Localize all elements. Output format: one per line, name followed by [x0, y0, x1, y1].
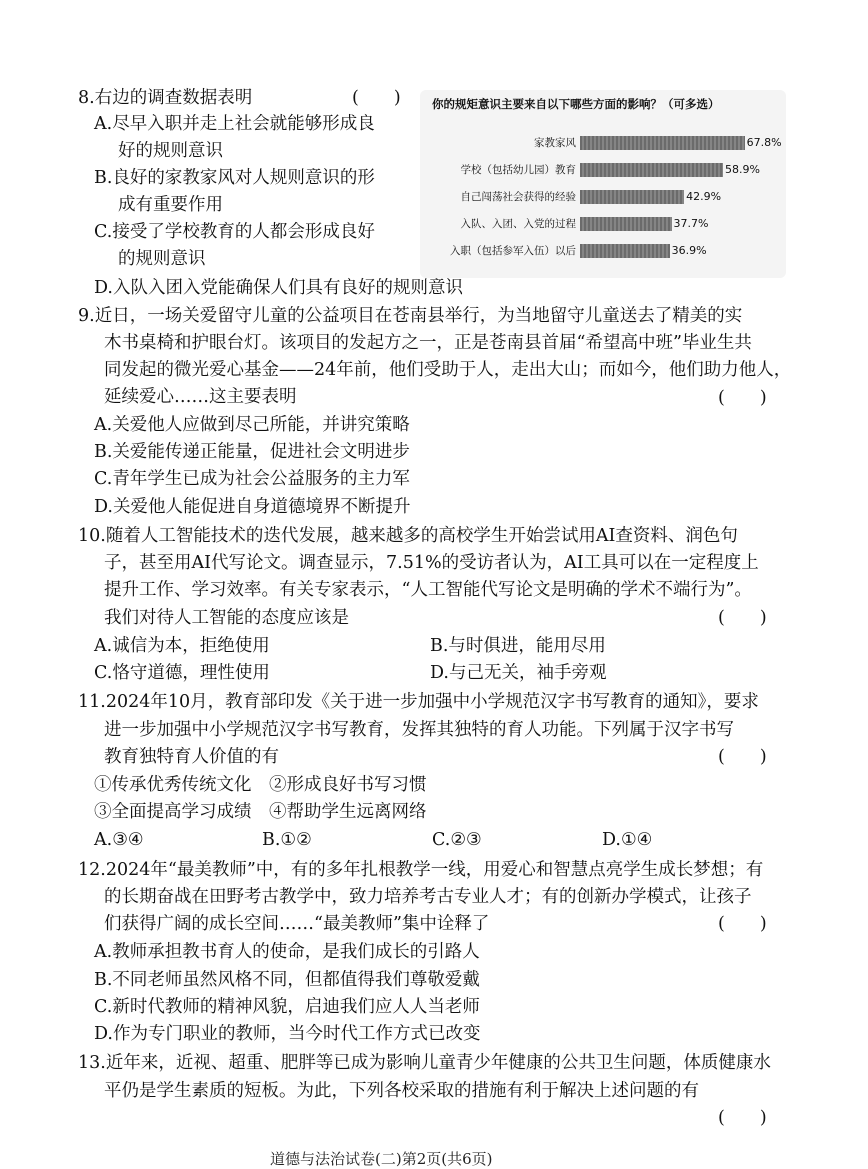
q11-line-1: 11.2024年10月，教育部印发《关于进一步加强中小学规范汉字书写教育的通知》，要求	[78, 692, 759, 712]
chart-value-label: 42.9%	[686, 190, 722, 203]
q10-bracket: ( )	[718, 608, 767, 628]
q8-option-b: B.良好的家教家风对人规则意识的形	[94, 168, 375, 188]
chart-category-label: 家教家风	[534, 137, 576, 149]
q8-option-c-cont: 的规则意识	[118, 249, 206, 269]
q9-option-a: A.关爱他人应做到尽己所能，并讲究策略	[94, 415, 410, 435]
q9-line-2: 木书桌椅和护眼台灯。该项目的发起方之一，正是苍南县首届“希望高中班”毕业生共	[104, 333, 752, 353]
q11-bracket: ( )	[718, 747, 767, 767]
q10-line-4: 我们对待人工智能的态度应该是	[104, 608, 349, 628]
q8-option-c: C.接受了学校教育的人都会形成良好	[94, 222, 375, 242]
q13-line-2: 平仍是学生素质的短板。为此，下列各校采取的措施有利于解决上述问题的有	[104, 1081, 699, 1101]
q11-option-b: B.①②	[262, 830, 312, 850]
q12-line-2: 的长期奋战在田野考古教学中，致力培养考古专业人才；有的创新办学模式，让孩子	[104, 887, 752, 907]
q8-stem: 8.右边的调查数据表明	[78, 88, 253, 108]
survey-bar-chart	[420, 90, 786, 278]
chart-value-label: 67.8%	[746, 136, 782, 149]
q12-option-b: B.不同老师虽然风格不同，但都值得我们尊敬爱戴	[94, 970, 480, 990]
chart-bar	[580, 217, 672, 231]
q9-line-4: 延续爱心……这主要表明	[104, 387, 297, 407]
q10-option-c: C.恪守道德，理性使用	[94, 663, 270, 683]
chart-category-label: 入队、入团、入党的过程	[460, 218, 576, 230]
chart-category-label: 学校（包括幼儿园）教育	[460, 164, 576, 176]
q10-line-1: 10.随着人工智能技术的迭代发展，越来越多的高校学生开始尝试用AI查资料、润色句	[78, 526, 738, 546]
chart-title: 你的规矩意识主要来自以下哪些方面的影响？（可多选）	[432, 97, 720, 111]
chart-value-label: 36.9%	[671, 244, 707, 257]
chart-bar	[580, 244, 670, 258]
q9-bracket: ( )	[718, 388, 767, 408]
q10-option-b: B.与时俱进，能用尽用	[430, 636, 606, 656]
chart-category-label: 入职（包括参军入伍）以后	[450, 245, 576, 257]
q8-option-b-cont: 成有重要作用	[118, 195, 223, 215]
q11-option-d: D.①④	[602, 830, 653, 850]
chart-bar	[580, 136, 745, 150]
q8-option-d: D.入队入团入党能确保人们具有良好的规则意识	[94, 278, 463, 298]
q11-line-3: 教育独特育人价值的有	[104, 747, 279, 767]
q10-line-2: 子，甚至用AI代写论文。调查显示，7.51%的受访者认为，AI工具可以在一定程度上	[104, 553, 759, 573]
q11-option-a: A.③④	[94, 830, 144, 850]
page-footer: 道德与法治试卷(二)第2页(共6页)	[270, 1150, 493, 1168]
q12-line-3: 们获得广阔的成长空间……“最美教师”集中诠释了	[104, 914, 490, 934]
chart-value-label: 58.9%	[725, 163, 760, 176]
q10-option-a: A.诚信为本，拒绝使用	[94, 636, 270, 656]
q8-bracket: ( )	[352, 88, 401, 108]
chart-bar	[580, 190, 684, 204]
q11-line-2: 进一步加强中小学规范汉字书写教育，发挥其独特的育人功能。下列属于汉字书写	[104, 720, 734, 740]
q12-option-c: C.新时代教师的精神风貌，启迪我们应人人当老师	[94, 997, 480, 1017]
q9-option-c: C.青年学生已成为社会公益服务的主力军	[94, 469, 410, 489]
q11-statements-2: ③全面提高学习成绩 ④帮助学生远离网络	[94, 802, 427, 822]
q12-line-1: 12.2024年“最美教师”中，有的多年扎根教学一线，用爱心和智慧点亮学生成长梦想；有	[78, 860, 764, 880]
q12-option-d: D.作为专门职业的教师，当今时代工作方式已改变	[94, 1024, 481, 1044]
q13-line-1: 13.近年来，近视、超重、肥胖等已成为影响儿童青少年健康的公共卫生问题，体质健康水	[78, 1053, 771, 1073]
chart-category-label: 自己闯荡社会获得的经验	[460, 191, 576, 203]
q8-option-a-cont: 好的规则意识	[118, 141, 223, 161]
q12-option-a: A.教师承担教书育人的使命，是我们成长的引路人	[94, 942, 480, 962]
q13-bracket: ( )	[718, 1108, 767, 1128]
q11-statements-1: ①传承优秀传统文化 ②形成良好书写习惯	[94, 775, 427, 795]
q9-line-3: 同发起的微光爱心基金——24年前，他们受助于人，走出大山；而如今，他们助力他人，	[104, 360, 792, 380]
q8-option-a: A.尽早入职并走上社会就能够形成良	[94, 114, 375, 134]
q12-bracket: ( )	[718, 914, 767, 934]
chart-bar	[580, 163, 723, 177]
q10-option-d: D.与己无关，袖手旁观	[430, 663, 607, 683]
q9-option-b: B.关爱能传递正能量，促进社会文明进步	[94, 442, 410, 462]
chart-value-label: 37.7%	[673, 217, 709, 230]
q9-option-d: D.关爱他人能促进自身道德境界不断提升	[94, 497, 411, 517]
q9-line-1: 9.近日，一场关爱留守儿童的公益项目在苍南县举行，为当地留守儿童送去了精美的实	[78, 306, 743, 326]
q10-line-3: 提升工作、学习效率。有关专家表示，“人工智能代写论文是明确的学术不端行为”。	[104, 580, 752, 600]
q11-option-c: C.②③	[432, 830, 482, 850]
